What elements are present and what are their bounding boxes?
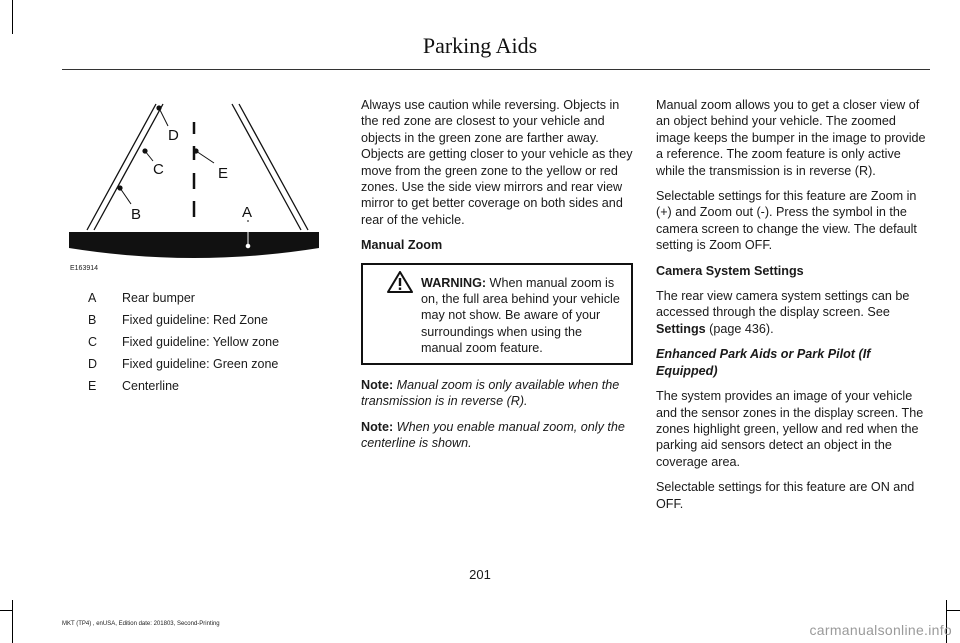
warning-text <box>421 275 623 357</box>
camera-guideline-diagram <box>68 98 320 264</box>
note-reverse <box>361 377 633 410</box>
header-divider <box>62 69 930 70</box>
park-aids-settings: Selectable settings for this feature are ON and OFF. <box>656 480 915 511</box>
legend-row <box>88 333 279 355</box>
legend-letter: E <box>88 379 97 393</box>
legend-row <box>88 377 279 399</box>
right-column <box>656 97 930 521</box>
warning-content <box>373 275 623 357</box>
settings-text-post: (page 436). <box>705 321 774 336</box>
park-aids-description: The system provides an image of your vehicle and the sensor zones in the display screen. The zones highlight green, yellow and red when the parking aid sensors detect an object in the coverage area. <box>656 389 924 469</box>
legend-row <box>88 289 279 311</box>
legend-row <box>88 311 279 333</box>
crop-mark-top-left <box>12 0 13 34</box>
legend-text: Fixed guideline: Green zone <box>122 357 279 371</box>
crop-mark-bottom-right-h <box>946 610 960 611</box>
note-text: When you enable manual zoom, only the centerline is shown. <box>361 419 625 450</box>
page-title: Parking Aids <box>422 33 538 58</box>
enhanced-park-aids-heading: Enhanced Park Aids or Park Pilot (If Equipped) <box>656 347 871 378</box>
middle-column <box>361 97 633 460</box>
legend-text: Fixed guideline: Yellow zone <box>122 335 280 349</box>
legend-text: Fixed guideline: Red Zone <box>122 313 268 327</box>
warning-triangle-icon <box>387 271 413 293</box>
manual-zoom-heading: Manual Zoom <box>361 238 443 253</box>
label-e: E <box>218 165 229 182</box>
legend-letter: A <box>88 291 97 305</box>
note-label: Note: <box>361 377 394 392</box>
warning-body: When manual zoom is on, the full area behind your vehicle may not show. Be aware of your surroundings when using the manual zoom feature. <box>421 275 620 356</box>
camera-settings-paragraph <box>656 288 930 337</box>
legend-letter: B <box>88 313 97 327</box>
crop-mark-bottom-left-h <box>0 610 12 611</box>
note-text: Manual zoom is only available when the transmission is in reverse (R). <box>361 377 620 409</box>
crop-mark-bottom-left-v <box>12 600 13 643</box>
page-number: 201 <box>469 567 491 582</box>
label-a: A <box>242 204 253 221</box>
warning-label: WARNING: <box>421 275 487 290</box>
figure-legend <box>88 289 279 399</box>
legend-text: Rear bumper <box>122 291 195 305</box>
figure-id: E163914 <box>70 265 99 272</box>
note-label: Note: <box>361 419 394 434</box>
legend-text: Centerline <box>122 379 179 393</box>
caution-paragraph: Always use caution while reversing. Objects in the red zone are closest to your vehicle and objects in the green zone are farther away. Objects are getting closer to your vehicle as they move from the green zone to the yellow or red zones. Use the side view mirrors and rear view mirror to get better coverage on both sides and rear of the vehicle. <box>361 98 633 227</box>
settings-link[interactable]: Settings <box>656 321 706 336</box>
edition-info: MKT (TP4) , enUSA, Edition date: 201803, Second-Printing <box>62 621 220 627</box>
zoom-description: Manual zoom allows you to get a closer view of an object behind your vehicle. The zoomed image keeps the bumper in the image to provide a reference. The zoom feature is only active while the transmission is in reverse (R). <box>656 98 926 178</box>
warning-box <box>361 263 633 365</box>
label-b: B <box>131 206 142 223</box>
note-centerline <box>361 419 633 452</box>
camera-settings-heading: Camera System Settings <box>656 263 804 278</box>
zoom-settings: Selectable settings for this feature are Zoom in (+) and Zoom out (-). Press the symbol in the camera screen to change the view. The default setting is Zoom OFF. <box>656 189 917 253</box>
settings-text-pre: The rear view camera system settings can be accessed through the display screen. See <box>656 289 910 320</box>
legend-letter: D <box>88 357 98 371</box>
legend-letter: C <box>88 335 98 349</box>
label-d: D <box>168 127 179 144</box>
legend-row <box>88 355 279 377</box>
watermark: carmanualsonline.info <box>809 622 952 638</box>
label-c: C <box>153 161 164 178</box>
